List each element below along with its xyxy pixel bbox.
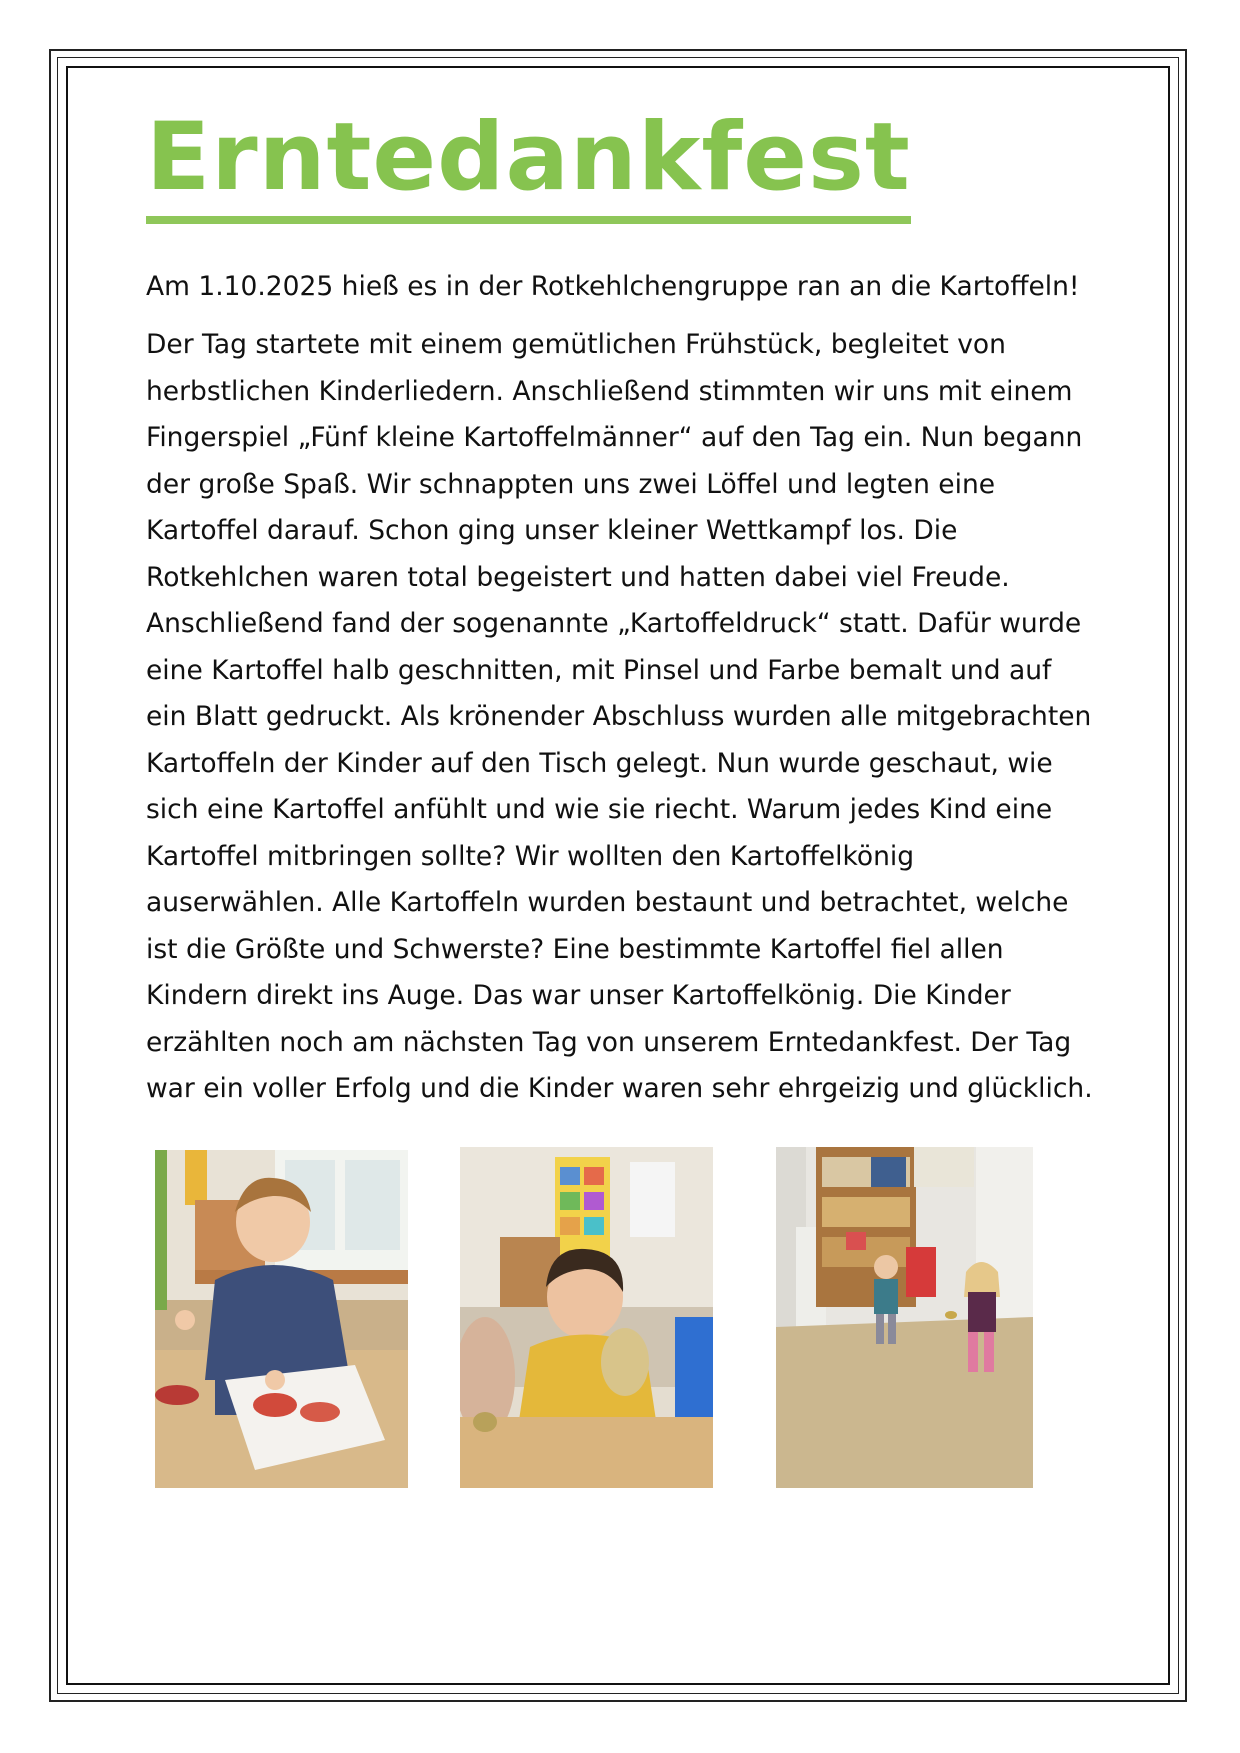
body-line: Kartoffeln der Kinder auf den Tisch gelegt. Nun wurde geschaut, wie: [146, 747, 1053, 779]
document-content: [146, 100, 1126, 1113]
photo-potato-print: [155, 1150, 408, 1488]
photo-child-holding-potato: [460, 1147, 713, 1488]
document-title: Erntedankfest: [146, 100, 911, 224]
body-line: Rotkehlchen waren total begeistert und hatten dabei viel Freude.: [146, 561, 1010, 593]
body-line: ein Blatt gedruckt. Als krönender Abschluss wurden alle mitgebrachten: [146, 701, 1092, 732]
body-line: erzählten noch am nächsten Tag von unserem Erntedankfest. Der Tag: [146, 1026, 1072, 1058]
intro-paragraph: Am 1.10.2025 hieß es in der Rotkehlchengruppe ran an die Kartoffeln!: [146, 271, 1080, 302]
body-line: Kartoffel darauf. Schon ging unser kleiner Wettkampf los. Die: [146, 515, 958, 546]
body-line: eine Kartoffel halb geschnitten, mit Pinsel und Farbe bemalt und auf: [146, 654, 1052, 686]
body-line: auserwählen. Alle Kartoffeln wurden bestaunt und betrachtet, welche: [146, 887, 1069, 918]
body-line: der große Spaß. Wir schnappten uns zwei Löffel und legten eine: [146, 468, 996, 500]
photo-row: [0, 1150, 1240, 1490]
body-line: war ein voller Erfolg und die Kinder waren sehr ehrgeizig und glücklich.: [146, 1073, 1093, 1104]
body-line: Der Tag startete mit einem gemütlichen Frühstück, begleitet von: [146, 329, 1006, 360]
body-paragraph: [146, 322, 1136, 1113]
body-line: Kindern direkt ins Auge. Das war unser Kartoffelkönig. Die Kinder: [146, 980, 1011, 1011]
body-line: ist die Größte und Schwerste? Eine bestimmte Kartoffel fiel allen: [146, 933, 1004, 965]
body-line: Anschließend fand der sogenannte „Kartoffeldruck“ statt. Dafür wurde: [146, 608, 1082, 639]
photo-children-playing: [776, 1147, 1033, 1488]
body-line: Fingerspiel „Fünf kleine Kartoffelmänner“ auf den Tag ein. Nun begann: [146, 422, 1083, 453]
body-line: herbstlichen Kinderliedern. Anschließend stimmten wir uns mit einem: [146, 375, 1073, 407]
body-line: Kartoffel mitbringen sollte? Wir wollten den Kartoffelkönig: [146, 840, 915, 872]
body-line: sich eine Kartoffel anfühlt und wie sie riecht. Warum jedes Kind eine: [146, 794, 1053, 825]
